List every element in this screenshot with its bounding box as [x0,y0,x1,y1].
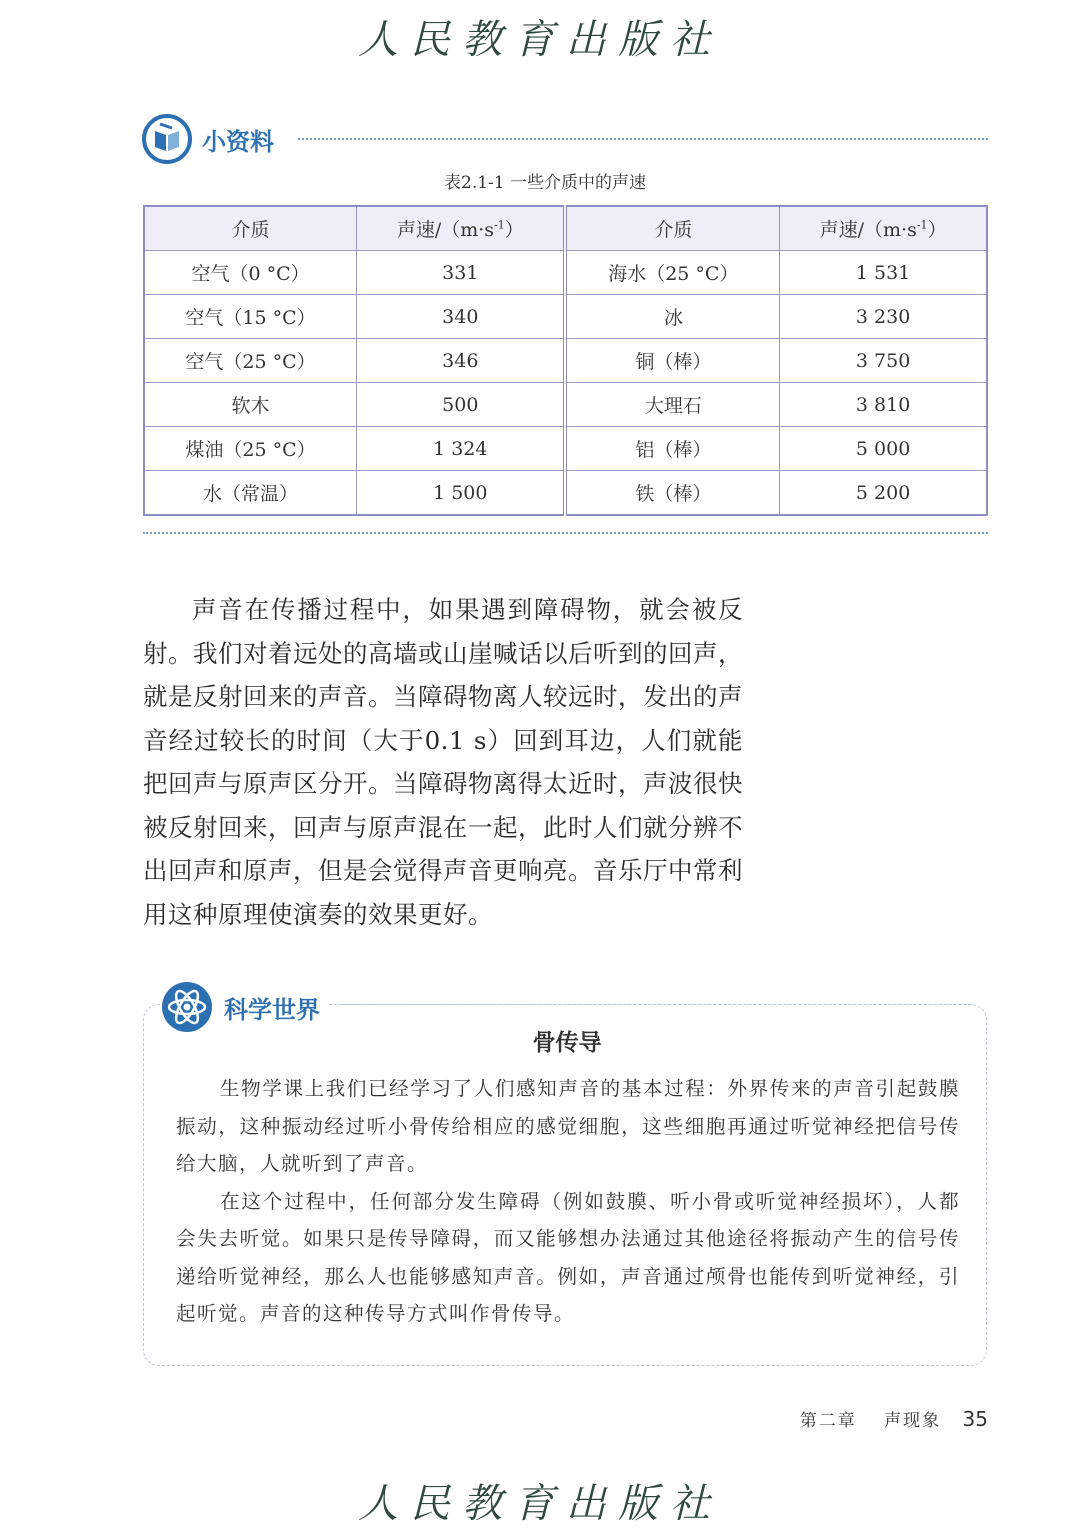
table-row [144,427,987,471]
science-paragraph-1: 生物学课上我们已经学习了人们感知声音的基本过程：外界传来的声音引起鼓膜振动，这种振动经过听小骨传给相应的感觉细胞，这些细胞再通过听觉神经把信号传给大脑，人就听到了声音。 [176,1077,960,1175]
medium-cell: 海水（25 °C） [565,251,779,295]
medium-cell: 空气（0 °C） [144,251,357,295]
science-box-top-rule [342,1004,972,1005]
info-box-label: 小资料 [202,127,274,156]
header-medium-left: 介质 [144,206,357,251]
footer-section: 声现象 [884,1411,942,1431]
speed-cell: 3 810 [780,383,987,427]
medium-cell: 煤油（25 °C） [144,427,357,471]
table-row [144,251,987,295]
speed-cell: 5 000 [780,427,987,471]
speed-cell: 500 [357,383,566,427]
medium-cell: 空气（25 °C） [144,339,357,383]
medium-cell: 水（常温） [144,471,357,516]
table-row [144,295,987,339]
page-footer [800,1406,988,1431]
publisher-watermark-bottom: 人民教育出版社 [358,1481,722,1527]
table-row [144,339,987,383]
medium-cell: 冰 [565,295,779,339]
table-row [144,471,987,516]
book-icon [142,114,192,164]
science-paragraph-2: 在这个过程中，任何部分发生障碍（例如鼓膜、听小骨或听觉神经损坏），人都会失去听觉。如果只是传导障碍，而又能够想办法通过其他途径将振动产生的信号传递给听觉神经，那么人也能够感知声音。例如，声音通过颅骨也能传到听觉神经，引起听觉。声音的这种传导方式叫作骨传导。 [176,1189,960,1325]
medium-cell: 软木 [144,383,357,427]
medium-cell: 铝（棒） [565,427,779,471]
speed-cell: 340 [357,295,566,339]
sound-speed-table [143,205,988,516]
science-box-label: 科学世界 [224,995,320,1024]
speed-cell: 3 750 [780,339,987,383]
medium-cell: 空气（15 °C） [144,295,357,339]
medium-cell: 大理石 [565,383,779,427]
speed-cell: 1 531 [780,251,987,295]
header-medium-right: 介质 [565,206,779,251]
speed-cell: 346 [357,339,566,383]
speed-cell: 1 324 [357,427,566,471]
publisher-watermark-top: 人民教育出版社 [358,17,722,63]
table-row [144,383,987,427]
footer-chapter: 第二章 [799,1411,857,1431]
speed-cell: 3 230 [780,295,987,339]
header-speed-right: 声速$/(m\cdot s^{-1})$ [780,206,987,251]
info-box-top-rule [298,138,988,140]
science-box-title: 骨传导 [532,1030,602,1056]
table-header-row [144,206,987,251]
speed-cell: 5 200 [780,471,987,516]
speed-cell: 1 500 [357,471,566,516]
table-caption: 表2.1-1 一些介质中的声速 [444,173,646,193]
page-number: 35 [962,1407,988,1431]
info-box-header [142,114,274,164]
medium-cell: 铜（棒） [565,339,779,383]
science-box-text [176,1070,960,1333]
medium-cell: 铁（棒） [565,471,779,516]
body-paragraph: 声音在传播过程中，如果遇到障碍物，就会被反射。我们对着远处的高墙或山崖喊话以后听到的回声，就是反射回来的声音。当障碍物离人较远时，发出的声音经过较长的时间（大于0.1 s）回到耳边，人们就能把回声与原声区分开。当障碍物离得太近时，声波很快被反射回来，回声与原声混在一起，此时人们就分辨不出回声和原声，但是会觉得声音更响亮。音乐厅中常利用这种原理使演奏的效果更好。 [143,595,743,929]
speed-cell: 331 [357,251,566,295]
header-speed-left: 声速$/(m\cdot s^{-1})$ [357,206,566,251]
info-box-bottom-rule [143,532,988,534]
